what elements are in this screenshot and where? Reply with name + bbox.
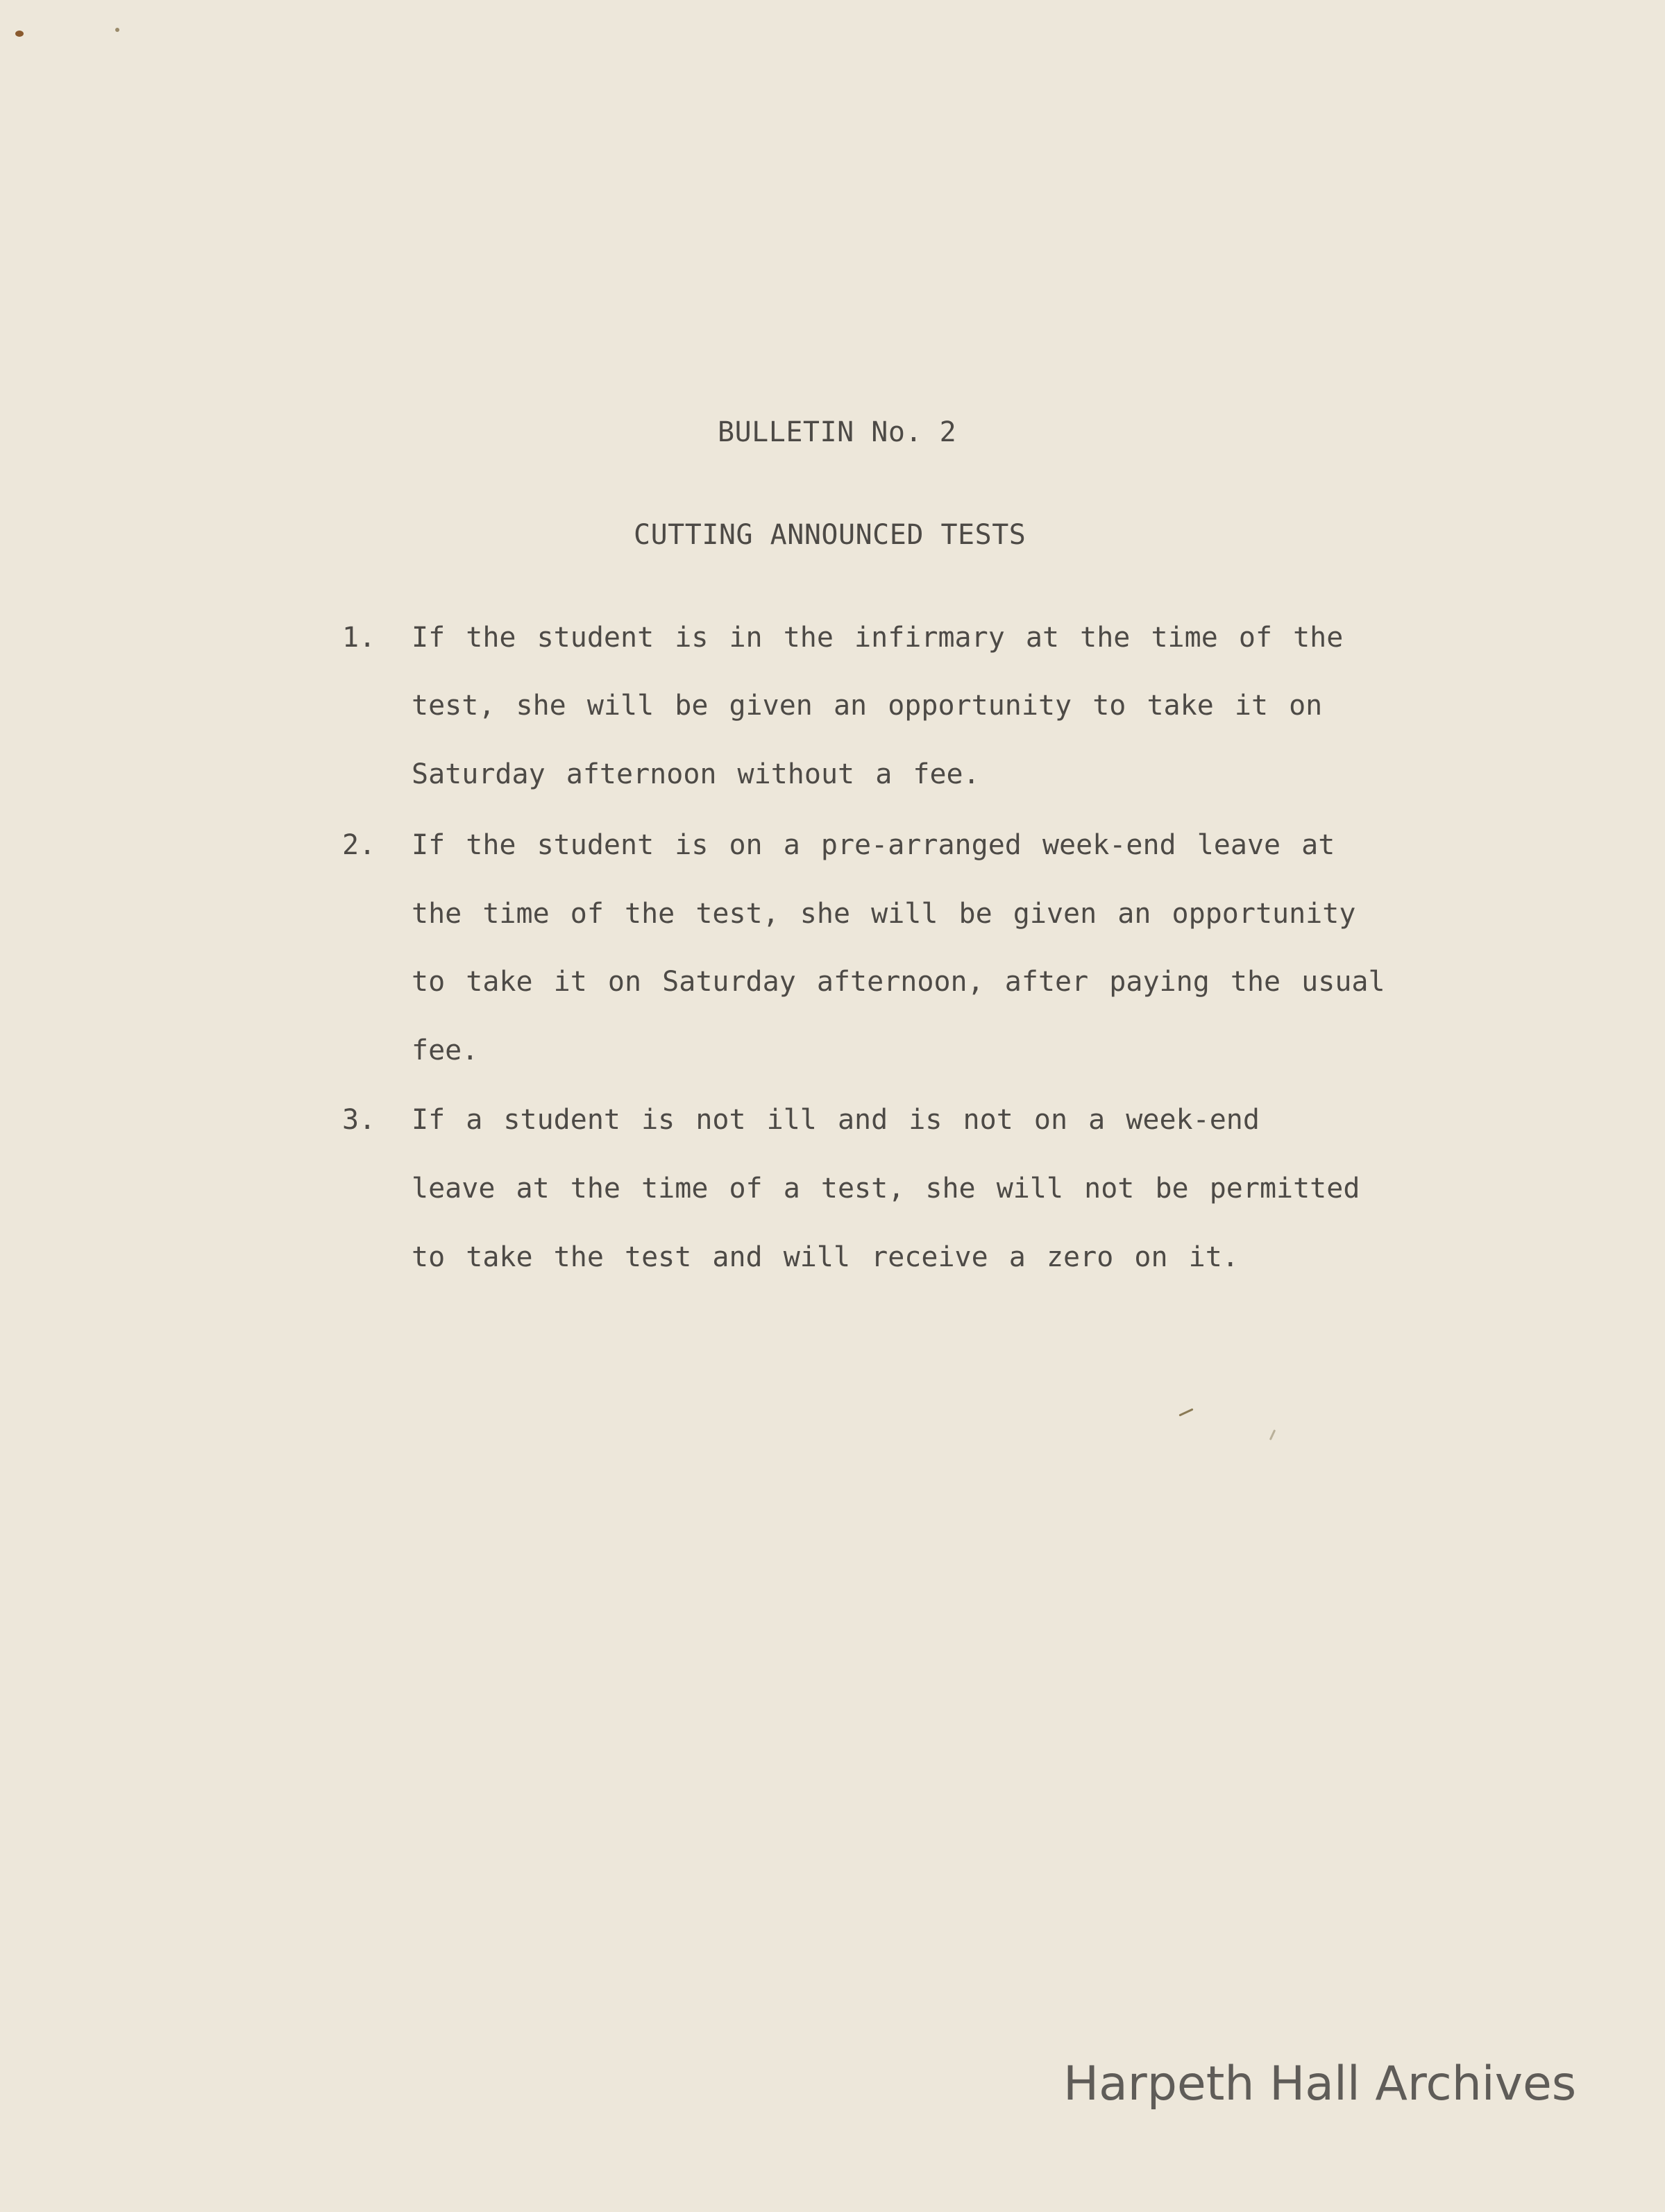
- paper-speck: [1178, 1408, 1193, 1416]
- paper-speck: [115, 28, 119, 32]
- item-line: to take the test and will receive a zero on it.: [412, 1241, 1239, 1273]
- document-subtitle: CUTTING ANNOUNCED TESTS: [634, 519, 1026, 551]
- item-number: 3.: [342, 1104, 376, 1136]
- item-line: If the student is in the infirmary at the time of the: [412, 622, 1344, 654]
- item-number: 2.: [342, 829, 376, 861]
- item-line: leave at the time of a test, she will not be permitted: [412, 1173, 1360, 1205]
- item-line: If a student is not ill and is not on a week-end: [412, 1104, 1260, 1136]
- item-line: the time of the test, she will be given an opportunity: [412, 898, 1356, 930]
- item-line: Saturday afternoon without a fee.: [412, 758, 980, 790]
- item-line: fee.: [412, 1035, 479, 1066]
- paper-speck: [15, 31, 24, 37]
- item-line: test, she will be given an opportunity to take it on: [412, 690, 1323, 722]
- document-title: BULLETIN No. 2: [718, 416, 957, 448]
- item-number: 1.: [342, 622, 376, 654]
- archive-watermark: Harpeth Hall Archives: [1063, 2057, 1577, 2111]
- paper-speck: [1269, 1429, 1276, 1440]
- item-line: to take it on Saturday afternoon, after paying the usual: [412, 966, 1385, 998]
- item-line: If the student is on a pre-arranged week-end leave at: [412, 829, 1335, 861]
